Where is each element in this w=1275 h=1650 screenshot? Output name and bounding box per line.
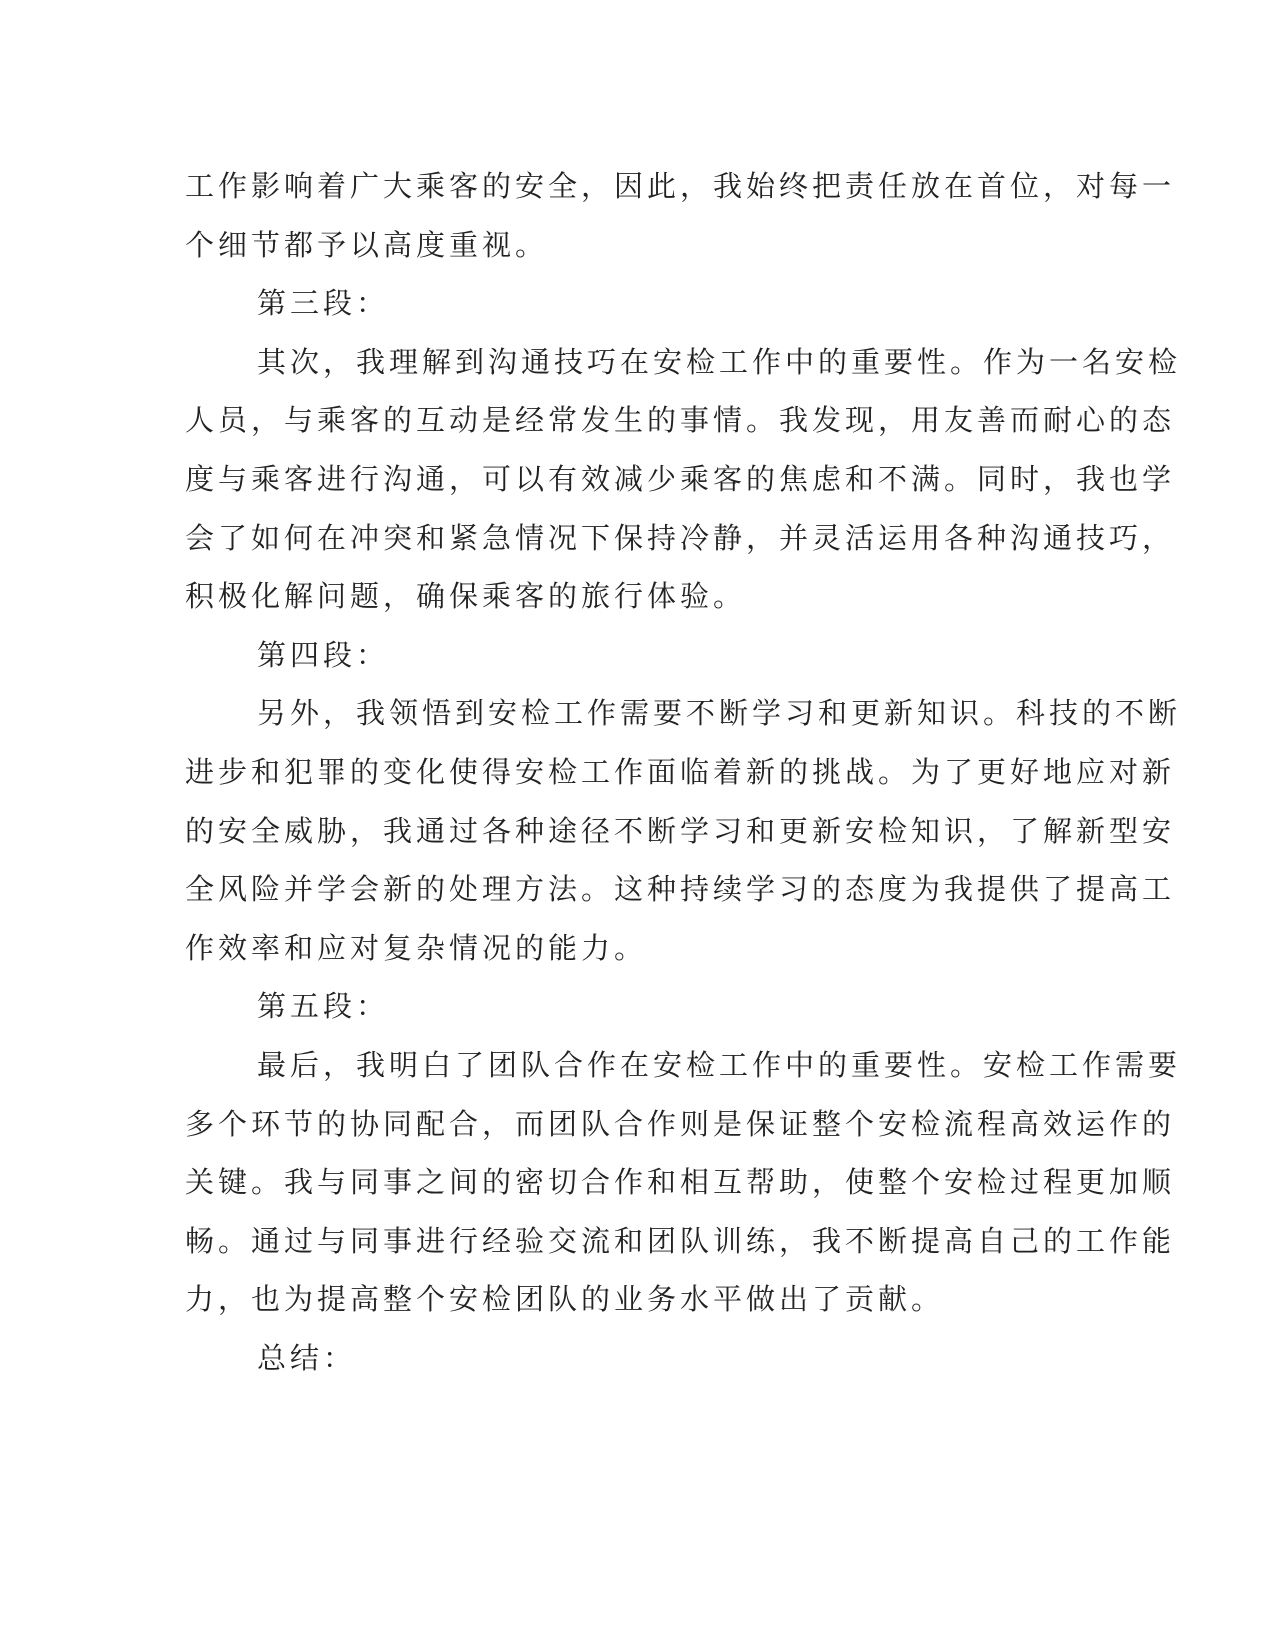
- text-line: 关键。我与同事之间的密切合作和相互帮助，使整个安检过程更加顺: [185, 1165, 1176, 1200]
- text-line: 畅。通过与同事进行经验交流和团队训练，我不断提高自己的工作能: [185, 1223, 1176, 1258]
- section-heading: 第三段：: [257, 286, 390, 321]
- text-line: 另外，我领悟到安检工作需要不断学习和更新知识。科技的不断: [257, 696, 1182, 731]
- text-line: 的安全威胁，我通过各种途径不断学习和更新安检知识，了解新型安: [185, 813, 1176, 848]
- text-line: 人员，与乘客的互动是经常发生的事情。我发现，用友善而耐心的态: [185, 403, 1176, 438]
- text-line: 作效率和应对复杂情况的能力。: [185, 930, 648, 965]
- section-heading: 总结：: [257, 1340, 357, 1375]
- section-heading: 第四段：: [257, 637, 390, 672]
- document-body: [185, 157, 1182, 1387]
- text-line: 全风险并学会新的处理方法。这种持续学习的态度为我提供了提高工: [185, 872, 1176, 907]
- text-line: 力，也为提高整个安检团队的业务水平做出了贡献。: [185, 1282, 945, 1317]
- text-line: 进步和犯罪的变化使得安检工作面临着新的挑战。为了更好地应对新: [185, 754, 1176, 789]
- text-line: 会了如何在冲突和紧急情况下保持冷静，并灵活运用各种沟通技巧，: [185, 520, 1176, 555]
- text-line: 度与乘客进行沟通，可以有效减少乘客的焦虑和不满。同时，我也学: [185, 461, 1176, 496]
- section-heading: 第五段：: [257, 989, 390, 1024]
- text-line: 个细节都予以高度重视。: [185, 227, 549, 262]
- text-line: 其次，我理解到沟通技巧在安检工作中的重要性。作为一名安检: [257, 344, 1182, 379]
- text-line: 多个环节的协同配合，而团队合作则是保证整个安检流程高效运作的: [185, 1106, 1176, 1141]
- text-line: 工作影响着广大乘客的安全，因此，我始终把责任放在首位，对每一: [185, 169, 1176, 203]
- text-line: 积极化解问题，确保乘客的旅行体验。: [185, 579, 747, 614]
- text-line: 最后，我明白了团队合作在安检工作中的重要性。安检工作需要: [257, 1047, 1182, 1082]
